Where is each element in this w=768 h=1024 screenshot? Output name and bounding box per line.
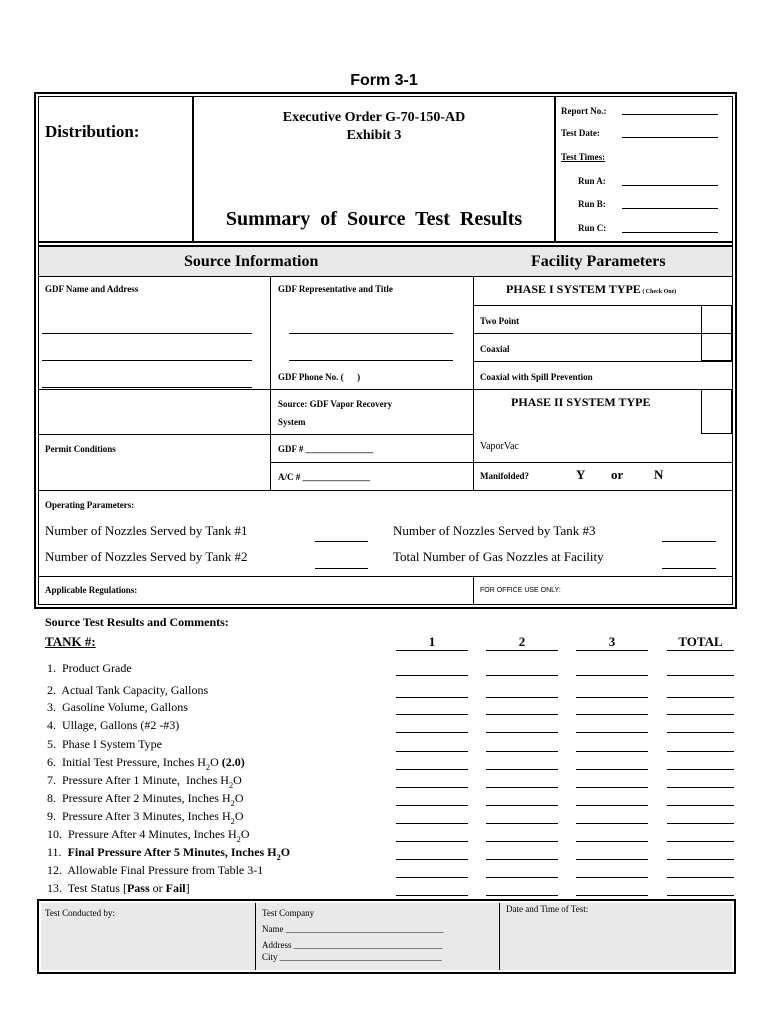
- divider: [270, 434, 474, 435]
- status-pass: Pass: [126, 881, 150, 895]
- divider: [38, 434, 271, 435]
- divider: [473, 277, 474, 491]
- row-text: Product Grade: [62, 661, 132, 675]
- result-field[interactable]: [396, 805, 468, 806]
- tank3-nozzles-field[interactable]: [662, 541, 716, 542]
- subscript: 2: [276, 853, 281, 862]
- gdf-name-label: GDF Name and Address: [45, 284, 139, 294]
- row-text: Pressure After 3 Minutes, Inches H: [62, 809, 231, 823]
- row-text: Actual Tank Capacity, Gallons: [61, 683, 209, 697]
- row-number: 10.: [47, 827, 62, 841]
- divider: [255, 903, 256, 970]
- facility-heading: Facility Parameters: [531, 253, 666, 270]
- phase2-heading: PHASE II SYSTEM TYPE: [511, 395, 651, 409]
- divider: [473, 462, 733, 463]
- row-text: Ullage, Gallons (#2 -#3): [62, 718, 180, 732]
- result-field[interactable]: [486, 823, 558, 824]
- office-use-label: FOR OFFICE USE ONLY:: [480, 587, 561, 594]
- result-field[interactable]: [667, 697, 734, 698]
- source-label: Source: GDF Vapor Recovery: [278, 399, 393, 409]
- row-number: 5.: [47, 737, 56, 751]
- address-line[interactable]: [42, 387, 252, 388]
- result-field[interactable]: [667, 675, 734, 676]
- result-field[interactable]: [576, 841, 648, 842]
- col-header: 2: [518, 634, 526, 649]
- result-row-label: [47, 683, 208, 698]
- row-text: O: [210, 755, 219, 769]
- result-field[interactable]: [576, 714, 648, 715]
- row-text: O: [240, 827, 250, 841]
- address-line[interactable]: [42, 333, 252, 334]
- two-point-label: Two Point: [480, 316, 520, 326]
- gdf-rep-label: GDF Representative and Title: [278, 284, 393, 294]
- row-number: 8.: [47, 791, 56, 805]
- tank1-nozzles-field[interactable]: [315, 541, 368, 542]
- col-header-line: [486, 650, 558, 651]
- result-field[interactable]: [576, 895, 648, 896]
- result-field[interactable]: [486, 697, 558, 698]
- city-field[interactable]: City ____________________________________: [262, 952, 442, 962]
- row-text: Test Status [: [67, 881, 127, 895]
- result-field[interactable]: [576, 787, 648, 788]
- result-field[interactable]: [667, 769, 734, 770]
- row-text-bold: (2.0): [218, 755, 245, 769]
- source-label-2: System: [278, 417, 306, 427]
- result-field[interactable]: [576, 805, 648, 806]
- gdf-number[interactable]: GDF # _______________: [278, 444, 374, 454]
- row-text: O: [234, 791, 244, 805]
- result-field[interactable]: [667, 714, 734, 715]
- result-field[interactable]: [486, 805, 558, 806]
- divider: [270, 277, 271, 491]
- divider: [473, 333, 733, 334]
- subscript: 2: [228, 781, 234, 790]
- phase2-checkbox[interactable]: [701, 389, 732, 434]
- result-field[interactable]: [486, 877, 558, 878]
- address-line[interactable]: [42, 360, 252, 361]
- test-company-label: Test Company: [262, 908, 315, 918]
- result-field[interactable]: [667, 787, 734, 788]
- result-field[interactable]: [486, 787, 558, 788]
- order-number: Executive Order G-70-150-AD: [282, 110, 466, 125]
- col-header-line: [667, 650, 734, 651]
- result-field[interactable]: [396, 769, 468, 770]
- result-field[interactable]: [396, 787, 468, 788]
- col-header-line: [396, 650, 468, 651]
- results-heading: Source Test Results and Comments:: [45, 615, 229, 629]
- ac-number[interactable]: A/C # _______________: [278, 472, 370, 482]
- manifolded-label: Manifolded?: [480, 471, 530, 481]
- tank3-nozzles-label: Number of Nozzles Served by Tank #3: [393, 523, 596, 538]
- row-number: 12.: [47, 863, 62, 877]
- row-number: 11.: [47, 845, 62, 859]
- result-field[interactable]: [576, 769, 648, 770]
- subscript: 2: [230, 799, 235, 808]
- result-field[interactable]: [667, 841, 734, 842]
- source-info-heading: Source Information: [184, 253, 319, 270]
- summary-title: Summary of Source Test Results: [225, 208, 523, 230]
- result-row-label: [47, 809, 244, 826]
- result-field[interactable]: [396, 823, 468, 824]
- subscript: 2: [205, 763, 211, 772]
- result-field[interactable]: [486, 895, 558, 896]
- result-field[interactable]: [486, 732, 558, 733]
- row-number: 3.: [47, 700, 56, 714]
- name-field[interactable]: Name ___________________________________: [262, 924, 444, 934]
- divider: [38, 389, 271, 390]
- result-row-label: [47, 661, 132, 676]
- row-number: 4.: [47, 718, 56, 732]
- total-nozzles-label: Total Number of Gas Nozzles at Facility: [393, 549, 604, 564]
- result-field[interactable]: [576, 697, 648, 698]
- divider: [270, 462, 474, 463]
- run-c-label: Run C:: [578, 223, 607, 233]
- test-times-label: Test Times:: [561, 152, 606, 162]
- result-field[interactable]: [396, 697, 468, 698]
- status-fail: Fail: [165, 881, 186, 895]
- tank2-nozzles-label: Number of Nozzles Served by Tank #2: [45, 549, 248, 564]
- result-field[interactable]: [486, 751, 558, 752]
- divider: [473, 361, 733, 362]
- result-row-label: [47, 737, 162, 752]
- result-field[interactable]: [576, 732, 648, 733]
- result-field[interactable]: [486, 714, 558, 715]
- result-row-label: [47, 791, 244, 808]
- divider: [473, 576, 474, 605]
- result-field[interactable]: [486, 841, 558, 842]
- row-text: Phase I System Type: [62, 737, 162, 751]
- result-row-label: [47, 863, 263, 878]
- rep-line[interactable]: [289, 360, 453, 361]
- test-date-field[interactable]: [622, 137, 718, 138]
- row-text: Initial Test Pressure, Inches H: [62, 755, 206, 769]
- result-field[interactable]: [667, 859, 734, 860]
- divider: [38, 490, 733, 491]
- row-text: Final Pressure After 5 Minutes, Inches H: [67, 845, 277, 859]
- date-time-label: Date and Time of Test:: [506, 904, 589, 914]
- row-text: Pressure After 4 Minutes, Inches H: [68, 827, 237, 841]
- coaxial-spill-label: Coaxial with Spill Prevention: [480, 372, 593, 382]
- row-number: 7.: [47, 773, 56, 787]
- row-text: O: [234, 809, 244, 823]
- row-text: Pressure After 2 Minutes, Inches H: [62, 791, 231, 805]
- result-field[interactable]: [486, 769, 558, 770]
- run-b-field[interactable]: [622, 208, 718, 209]
- result-row-label: [47, 700, 188, 715]
- result-field[interactable]: [486, 675, 558, 676]
- result-row-label: [47, 773, 242, 790]
- phase1-heading: PHASE I SYSTEM TYPE ( Check One): [506, 282, 677, 296]
- divider: [499, 903, 500, 970]
- divider: [554, 96, 556, 242]
- row-text: Allowable Final Pressure from Table 3-1: [67, 863, 264, 877]
- vaporvac-label: VaporVac: [480, 441, 519, 452]
- result-field[interactable]: [667, 751, 734, 752]
- run-a-field[interactable]: [622, 185, 718, 186]
- manifolded-yes[interactable]: Y: [576, 467, 586, 482]
- result-row-label: [47, 718, 179, 733]
- two-point-checkbox[interactable]: [701, 305, 732, 334]
- row-number: 1.: [47, 661, 56, 675]
- result-row-label: [47, 845, 290, 862]
- subscript: 2: [230, 817, 235, 826]
- col-header: 3: [608, 634, 616, 649]
- report-no-field[interactable]: [622, 114, 718, 115]
- result-field[interactable]: [576, 859, 648, 860]
- rep-line[interactable]: [289, 333, 453, 334]
- result-field[interactable]: [396, 675, 468, 676]
- tank-label: TANK #:: [45, 634, 96, 649]
- result-field[interactable]: [396, 714, 468, 715]
- conducted-by-label: Test Conducted by:: [45, 908, 115, 918]
- result-field[interactable]: [486, 859, 558, 860]
- status-end: ]: [185, 881, 190, 895]
- result-row-label: [47, 881, 190, 896]
- run-b-label: Run B:: [578, 199, 606, 209]
- result-field[interactable]: [576, 751, 648, 752]
- address-field[interactable]: Address _________________________________: [262, 940, 443, 950]
- manifolded-or: or: [611, 467, 624, 482]
- col-header: 1: [428, 634, 436, 649]
- result-field[interactable]: [667, 895, 734, 896]
- operating-heading: Operating Parameters:: [45, 500, 135, 510]
- result-field[interactable]: [576, 877, 648, 878]
- result-field[interactable]: [396, 877, 468, 878]
- row-number: 2.: [47, 683, 56, 697]
- result-field[interactable]: [396, 732, 468, 733]
- distribution-label: Distribution:: [45, 122, 140, 141]
- divider: [473, 305, 733, 306]
- col-header-line: [576, 650, 648, 651]
- test-date-label: Test Date:: [561, 128, 600, 138]
- row-text: O: [233, 773, 242, 787]
- result-field[interactable]: [396, 841, 468, 842]
- exhibit: Exhibit 3: [346, 128, 402, 143]
- coaxial-checkbox[interactable]: [701, 333, 732, 361]
- result-field[interactable]: [667, 877, 734, 878]
- divider: [473, 389, 733, 390]
- tank2-nozzles-field[interactable]: [315, 568, 368, 569]
- result-field[interactable]: [396, 751, 468, 752]
- row-text: O: [280, 845, 291, 859]
- result-field[interactable]: [396, 895, 468, 896]
- report-no-label: Report No.:: [561, 106, 607, 116]
- tank1-nozzles-label: Number of Nozzles Served by Tank #1: [45, 523, 248, 538]
- manifolded-no[interactable]: N: [654, 467, 664, 482]
- subscript: 2: [236, 835, 241, 844]
- result-field[interactable]: [667, 805, 734, 806]
- run-c-field[interactable]: [622, 232, 718, 233]
- result-field[interactable]: [576, 675, 648, 676]
- gdf-phone-label: GDF Phone No. ( ): [278, 372, 361, 382]
- row-number: 13.: [47, 881, 62, 895]
- result-field[interactable]: [576, 823, 648, 824]
- col-header: TOTAL: [678, 634, 723, 649]
- form-title: Form 3-1: [350, 72, 418, 89]
- divider: [38, 576, 733, 577]
- result-field[interactable]: [667, 823, 734, 824]
- coaxial-label: Coaxial: [480, 344, 510, 354]
- applicable-regulations-label: Applicable Regulations:: [45, 585, 138, 595]
- permit-conditions-label: Permit Conditions: [45, 444, 116, 454]
- status-or: or: [149, 881, 166, 895]
- total-nozzles-field[interactable]: [662, 568, 716, 569]
- result-row-label: [47, 827, 250, 844]
- result-row-label: [47, 755, 245, 772]
- result-field[interactable]: [667, 732, 734, 733]
- row-number: 9.: [47, 809, 56, 823]
- run-a-label: Run A:: [578, 176, 606, 186]
- row-text: Pressure After 1 Minute, Inches H: [62, 773, 229, 787]
- divider: [38, 276, 733, 277]
- divider: [38, 241, 733, 243]
- result-field[interactable]: [396, 859, 468, 860]
- divider: [701, 433, 733, 434]
- divider: [270, 389, 474, 390]
- row-text: Gasoline Volume, Gallons: [62, 700, 188, 714]
- row-number: 6.: [47, 755, 56, 769]
